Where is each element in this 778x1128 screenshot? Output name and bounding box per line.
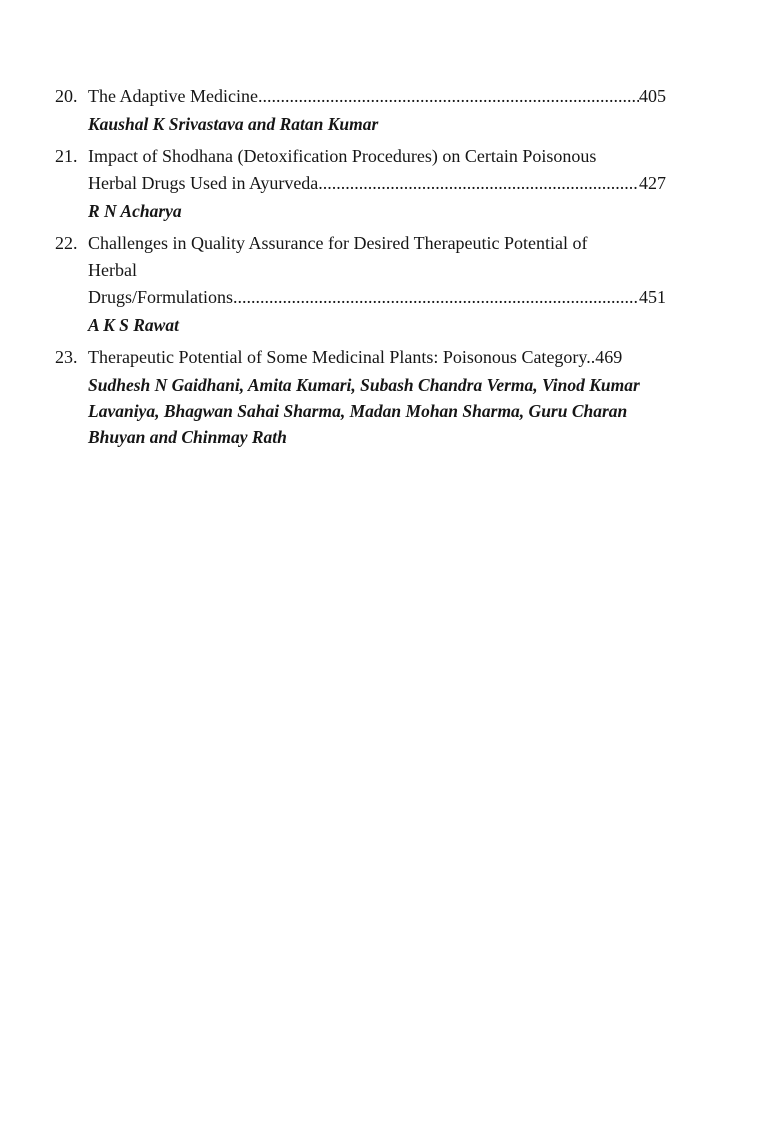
entry-title-text: Impact of Shodhana (Detoxification Procedures) on Certain Poisonous: [88, 146, 597, 166]
entry-content: [88, 143, 666, 224]
entry-title-line: [88, 284, 666, 311]
entry-title-line: [88, 257, 666, 284]
entry-number: 21.: [55, 146, 78, 166]
entry-lines: [88, 344, 666, 371]
entry-page-number: 451: [639, 287, 666, 307]
toc-entry: [55, 83, 666, 137]
entry-title-text: Therapeutic Potential of Some Medicinal Plants: Poisonous Category: [88, 347, 587, 367]
dot-leader: [233, 284, 639, 311]
entry-content: [88, 83, 666, 137]
dot-leader: [258, 83, 639, 110]
entry-title-line: [88, 170, 666, 197]
dot-leader: [318, 170, 639, 197]
toc-entry: [55, 230, 666, 338]
entry-authors: R N Acharya: [88, 201, 182, 221]
entry-number: 20.: [55, 86, 78, 106]
entry-title-text: Challenges in Quality Assurance for Desired Therapeutic Potential of: [88, 233, 588, 253]
entry-title-text: The Adaptive Medicine: [88, 86, 258, 106]
entry-content: [88, 344, 666, 450]
entry-authors: A K S Rawat: [88, 315, 179, 335]
entry-page-number: 405: [639, 86, 666, 106]
entry-number: 22.: [55, 233, 78, 253]
entry-lines: [88, 143, 666, 197]
entry-page-number: 427: [639, 173, 666, 193]
entry-title-text: Herbal: [88, 260, 137, 280]
entry-number: 23.: [55, 347, 78, 367]
entry-page-number: 469: [595, 347, 623, 367]
entry-title-line: [88, 344, 666, 371]
toc-list: [55, 83, 666, 450]
dot-separator: ..: [586, 347, 596, 367]
entry-authors: Sudhesh N Gaidhani, Amita Kumari, Subash Chandra Verma, Vinod Kumar Lavaniya, Bhagwan Sahai Sharma, Madan Mohan Sharma, Guru Charan Bhuyan and Chinmay Rath: [88, 375, 640, 447]
entry-authors: Kaushal K Srivastava and Ratan Kumar: [88, 114, 379, 134]
entry-lines: [88, 230, 666, 311]
entry-title-line: [88, 143, 666, 170]
entry-lines: [88, 83, 666, 110]
toc-entry: [55, 344, 666, 450]
entry-content: [88, 230, 666, 338]
toc-entry: [55, 143, 666, 224]
entry-title-text: Herbal Drugs Used in Ayurveda: [88, 173, 319, 193]
entry-title-line: [88, 83, 666, 110]
entry-title-line: [88, 230, 666, 257]
entry-title-text: Drugs/Formulations: [88, 287, 234, 307]
